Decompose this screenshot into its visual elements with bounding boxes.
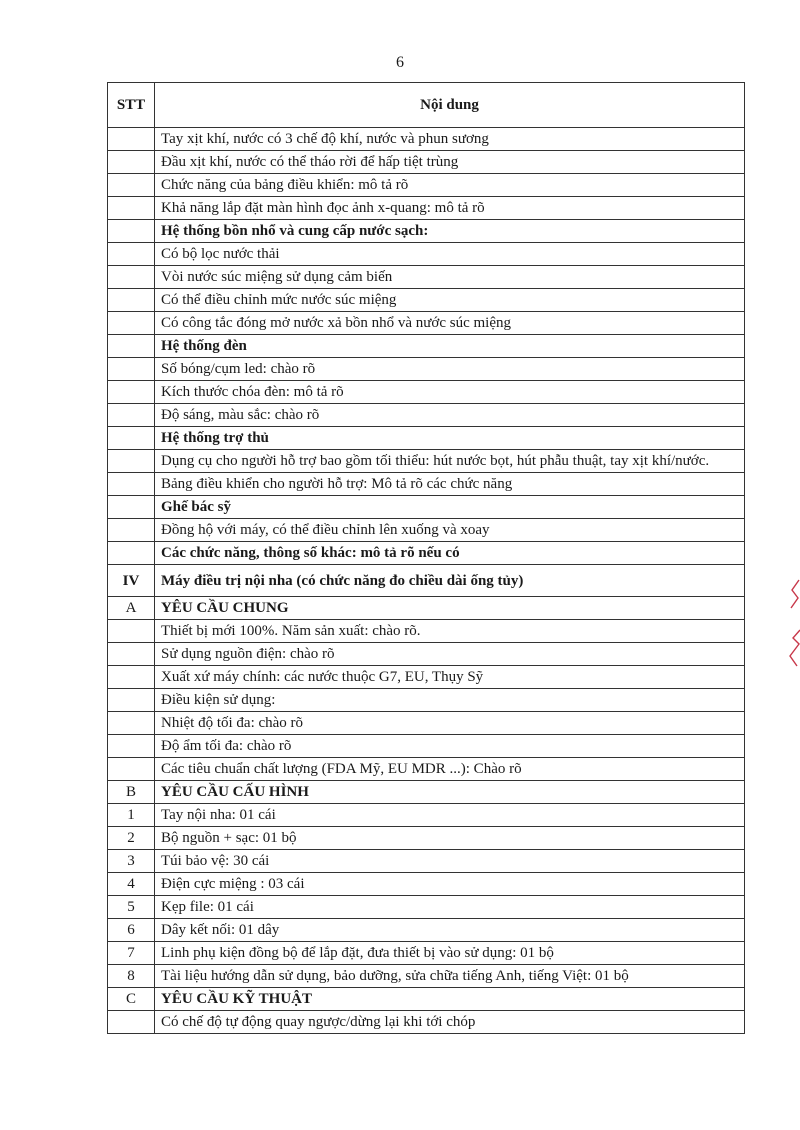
row-content: Khả năng lắp đặt màn hình đọc ảnh x-quang: mô tả rõ <box>155 197 745 220</box>
row-content: Điều kiện sử dụng: <box>155 689 745 712</box>
table-header-row <box>108 83 745 128</box>
table-row <box>108 565 745 597</box>
row-stt <box>108 427 155 450</box>
table-row <box>108 542 745 565</box>
row-stt: 4 <box>108 873 155 896</box>
row-content: Số bóng/cụm led: chào rõ <box>155 358 745 381</box>
table-row <box>108 804 745 827</box>
row-content: Có công tắc đóng mở nước xả bồn nhổ và nước súc miệng <box>155 312 745 335</box>
row-content: Máy điều trị nội nha (có chức năng đo chiều dài ống tủy) <box>155 565 745 597</box>
row-stt <box>108 381 155 404</box>
row-stt <box>108 197 155 220</box>
row-stt: 3 <box>108 850 155 873</box>
specification-table <box>107 82 745 1034</box>
row-stt <box>108 312 155 335</box>
row-content: Kích thước chóa đèn: mô tả rõ <box>155 381 745 404</box>
row-stt <box>108 519 155 542</box>
table-row <box>108 128 745 151</box>
row-content: Dụng cụ cho người hỗ trợ bao gồm tối thiểu: hút nước bọt, hút phẫu thuật, tay xịt khí/nước. <box>155 450 745 473</box>
row-content: Độ ẩm tối đa: chào rõ <box>155 735 745 758</box>
table-row <box>108 620 745 643</box>
row-content: Đồng hộ với máy, có thể điều chỉnh lên xuống và xoay <box>155 519 745 542</box>
table-row <box>108 220 745 243</box>
table-row <box>108 919 745 942</box>
row-content: Tay xịt khí, nước có 3 chế độ khí, nước và phun sương <box>155 128 745 151</box>
row-content: YÊU CẦU CẤU HÌNH <box>155 781 745 804</box>
table-row <box>108 643 745 666</box>
row-content: Bảng điều khiển cho người hỗ trợ: Mô tả rõ các chức năng <box>155 473 745 496</box>
row-content: Túi bảo vệ: 30 cái <box>155 850 745 873</box>
row-stt <box>108 358 155 381</box>
row-content: Hệ thống đèn <box>155 335 745 358</box>
row-content: Sử dụng nguồn điện: chào rõ <box>155 643 745 666</box>
table-row <box>108 174 745 197</box>
row-stt: 7 <box>108 942 155 965</box>
header-stt: STT <box>108 83 155 128</box>
row-stt: IV <box>108 565 155 597</box>
table-row <box>108 666 745 689</box>
row-stt <box>108 542 155 565</box>
table-row <box>108 243 745 266</box>
table-row <box>108 1011 745 1034</box>
row-stt <box>108 689 155 712</box>
row-stt <box>108 496 155 519</box>
row-stt <box>108 643 155 666</box>
table-row <box>108 758 745 781</box>
row-stt: 2 <box>108 827 155 850</box>
table-row <box>108 988 745 1011</box>
table-row <box>108 381 745 404</box>
row-content: Ghế bác sỹ <box>155 496 745 519</box>
table-body <box>108 128 745 1034</box>
row-content: Tài liệu hướng dẫn sử dụng, bảo dưỡng, sửa chữa tiếng Anh, tiếng Việt: 01 bộ <box>155 965 745 988</box>
row-content: Dây kết nối: 01 dây <box>155 919 745 942</box>
table-row <box>108 358 745 381</box>
stamp-edge-mark <box>788 578 800 668</box>
header-content: Nội dung <box>155 83 745 128</box>
row-content: Hệ thống trợ thủ <box>155 427 745 450</box>
row-stt: A <box>108 597 155 620</box>
row-content: Độ sáng, màu sắc: chào rõ <box>155 404 745 427</box>
table-row <box>108 312 745 335</box>
row-content: Chức năng của bảng điều khiển: mô tả rõ <box>155 174 745 197</box>
row-stt: 8 <box>108 965 155 988</box>
table-row <box>108 965 745 988</box>
row-stt: C <box>108 988 155 1011</box>
row-stt <box>108 404 155 427</box>
table-row <box>108 712 745 735</box>
table-row <box>108 850 745 873</box>
table-row <box>108 473 745 496</box>
row-stt <box>108 450 155 473</box>
table-row <box>108 519 745 542</box>
row-content: Bộ nguồn + sạc: 01 bộ <box>155 827 745 850</box>
table-row <box>108 781 745 804</box>
row-stt: 1 <box>108 804 155 827</box>
row-content: Có chế độ tự động quay ngược/dừng lại khi tới chóp <box>155 1011 745 1034</box>
row-stt <box>108 666 155 689</box>
row-content: Linh phụ kiện đồng bộ để lắp đặt, đưa thiết bị vào sử dụng: 01 bộ <box>155 942 745 965</box>
row-stt <box>108 266 155 289</box>
table-row <box>108 450 745 473</box>
table-row <box>108 942 745 965</box>
row-content: Có thể điều chỉnh mức nước súc miệng <box>155 289 745 312</box>
row-content: Nhiệt độ tối đa: chào rõ <box>155 712 745 735</box>
row-content: YÊU CẦU KỸ THUẬT <box>155 988 745 1011</box>
row-content: Điện cực miệng : 03 cái <box>155 873 745 896</box>
row-stt <box>108 289 155 312</box>
table-row <box>108 597 745 620</box>
row-stt: B <box>108 781 155 804</box>
table-row <box>108 266 745 289</box>
table-row <box>108 896 745 919</box>
table-row <box>108 735 745 758</box>
row-stt <box>108 473 155 496</box>
row-content: Có bộ lọc nước thải <box>155 243 745 266</box>
table-row <box>108 427 745 450</box>
page-number: 6 <box>396 54 404 71</box>
table-row <box>108 496 745 519</box>
row-stt <box>108 220 155 243</box>
row-stt <box>108 151 155 174</box>
row-stt <box>108 243 155 266</box>
row-content: Thiết bị mới 100%. Năm sản xuất: chào rõ. <box>155 620 745 643</box>
row-content: Các chức năng, thông số khác: mô tả rõ nếu có <box>155 542 745 565</box>
table-row <box>108 827 745 850</box>
row-content: YÊU CẦU CHUNG <box>155 597 745 620</box>
row-stt <box>108 712 155 735</box>
row-stt <box>108 1011 155 1034</box>
table-row <box>108 873 745 896</box>
row-content: Đầu xịt khí, nước có thể tháo rời để hấp tiệt trùng <box>155 151 745 174</box>
row-content: Xuất xứ máy chính: các nước thuộc G7, EU, Thụy Sỹ <box>155 666 745 689</box>
table-row <box>108 689 745 712</box>
row-content: Hệ thống bồn nhổ và cung cấp nước sạch: <box>155 220 745 243</box>
row-stt <box>108 128 155 151</box>
row-content: Kẹp file: 01 cái <box>155 896 745 919</box>
table-row <box>108 404 745 427</box>
row-stt: 6 <box>108 919 155 942</box>
row-stt <box>108 174 155 197</box>
row-content: Tay nội nha: 01 cái <box>155 804 745 827</box>
row-stt <box>108 620 155 643</box>
table-row <box>108 197 745 220</box>
row-stt <box>108 758 155 781</box>
table-row <box>108 289 745 312</box>
row-content: Vòi nước súc miệng sử dụng cảm biến <box>155 266 745 289</box>
row-stt <box>108 735 155 758</box>
row-stt <box>108 335 155 358</box>
row-content: Các tiêu chuẩn chất lượng (FDA Mỹ, EU MDR ...): Chào rõ <box>155 758 745 781</box>
table-row <box>108 151 745 174</box>
row-stt: 5 <box>108 896 155 919</box>
table-row <box>108 335 745 358</box>
